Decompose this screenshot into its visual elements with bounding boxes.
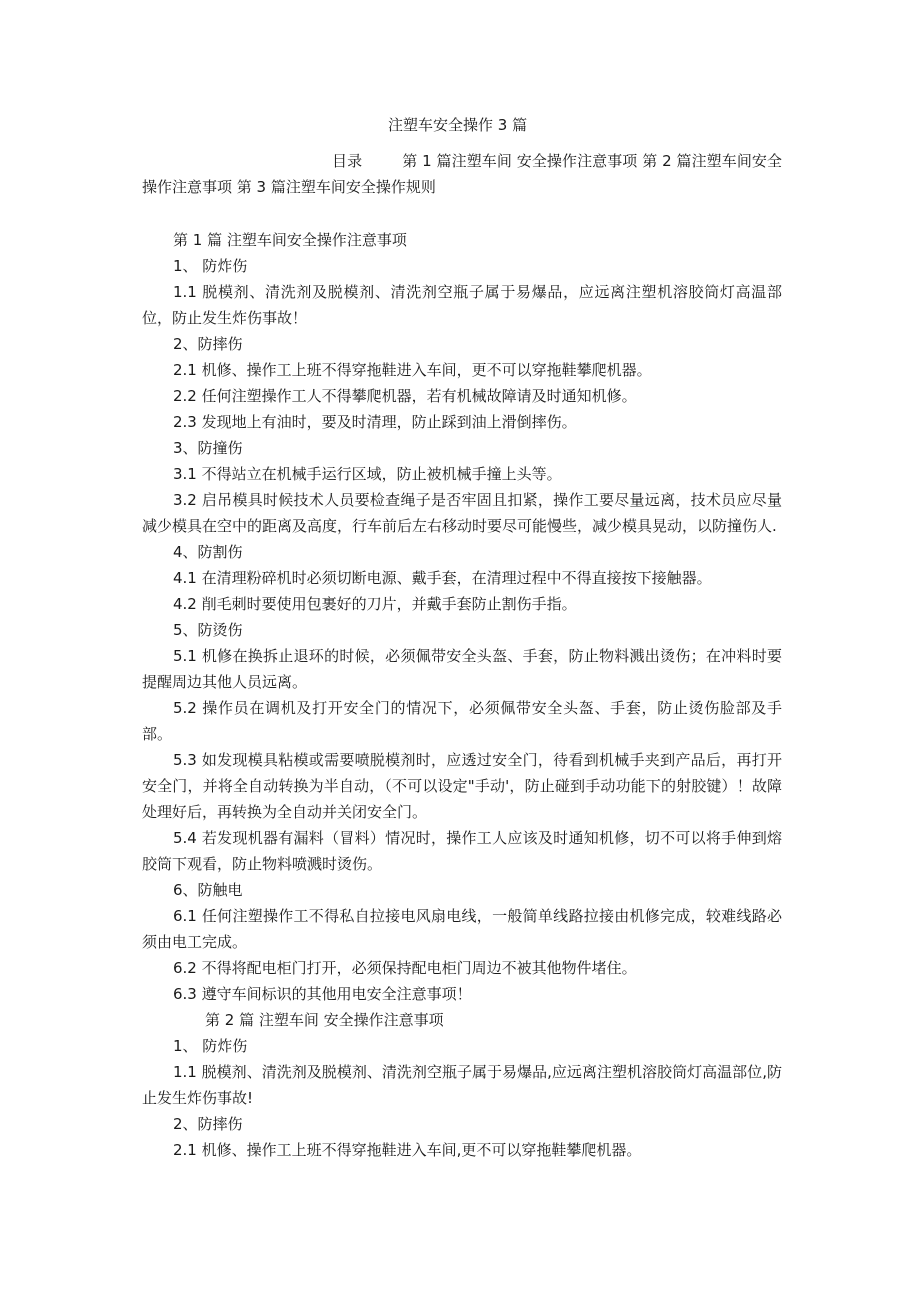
paragraph: 2.1 机修、操作工上班不得穿拖鞋进入车间,更不可以穿拖鞋攀爬机器。 (173, 1141, 642, 1159)
section-heading: 6、防触电 (173, 881, 243, 899)
section-heading: 5、防烫伤 (173, 621, 243, 639)
paragraph: 1.1 脱模剂、清洗剂及脱模剂、清洗剂空瓶子属于易爆品,应远离注塑机溶胶筒灯高温部位,防止发生炸伤事故! (142, 1063, 782, 1107)
paragraph: 3.1 不得站立在机械手运行区域，防止被机械手撞上头等。 (173, 465, 562, 483)
section-heading: 1、 防炸伤 (173, 1037, 248, 1055)
toc-label: 目录 (332, 152, 363, 170)
paragraph: 2.3 发现地上有油时，要及时清理，防止踩到油上滑倒摔伤。 (173, 413, 577, 431)
part-heading: 第 1 篇 注塑车间安全操作注意事项 (173, 231, 407, 249)
paragraph: 6.3 遵守车间标识的其他用电安全注意事项！ (173, 985, 472, 1003)
section-heading: 1、 防炸伤 (173, 257, 248, 275)
section-heading: 3、防撞伤 (173, 439, 243, 457)
section-heading: 2、防摔伤 (173, 335, 243, 353)
toc-entries: 第 1 篇注塑车间 安全操作注意事项 第 2 篇注塑车间安全操作注意事项 第 3 篇注塑车间安全操作规则 (142, 152, 782, 196)
paragraph: 1.1 脱模剂、清洗剂及脱模剂、清洗剂空瓶子属于易爆品，应远离注塑机溶胶筒灯高温部位，防止发生炸伤事故！ (142, 283, 782, 327)
paragraph: 4.2 削毛刺时要使用包裹好的刀片，并戴手套防止割伤手指。 (173, 595, 577, 613)
paragraph: 2.2 任何注塑操作工人不得攀爬机器，若有机械故障请及时通知机修。 (173, 387, 637, 405)
paragraph: 5.4 若发现机器有漏料（冒料）情况时，操作工人应该及时通知机修，切不可以将手伸到熔胶筒下观看，防止物料喷溅时烫伤。 (142, 829, 782, 873)
paragraph: 5.2 操作员在调机及打开安全门的情况下，必须佩带安全头盔、手套，防止烫伤脸部及手部。 (142, 699, 782, 743)
document-title: 注塑车安全操作 3 篇 (388, 116, 528, 134)
part-heading: 第 2 篇 注塑车间 安全操作注意事项 (205, 1011, 444, 1029)
table-of-contents (142, 148, 782, 200)
paragraph: 6.2 不得将配电柜门打开，必须保持配电柜门周边不被其他物件堵住。 (173, 959, 637, 977)
section-heading: 4、防割伤 (173, 543, 243, 561)
paragraph: 4.1 在清理粉碎机时必须切断电源、戴手套，在清理过程中不得直接按下接触器。 (173, 569, 712, 587)
paragraph: 5.1 机修在换拆止退环的时候，必须佩带安全头盔、手套，防止物料溅出烫伤；在冲料时要提醒周边其他人员远离。 (142, 647, 782, 691)
paragraph: 3.2 启吊模具时候技术人员要检查绳子是否牢固且扣紧，操作工要尽量远离，技术员应尽量减少模具在空中的距离及高度，行车前后左右移动时要尽可能慢些，减少模具晃动，以防撞伤人. (142, 491, 782, 535)
paragraph: 5.3 如发现模具粘模或需要喷脱模剂时，应透过安全门，待看到机械手夹到产品后，再打开安全门，并将全自动转换为半自动，（不可以设定"手动'，防止碰到手动功能下的射胶键）！故障处理好后，再转换为全自动并关闭安全门。 (142, 751, 782, 821)
paragraph: 2.1 机修、操作工上班不得穿拖鞋进入车间，更不可以穿拖鞋攀爬机器。 (173, 361, 652, 379)
document-page (142, 112, 782, 1163)
section-heading: 2、防摔伤 (173, 1115, 243, 1133)
paragraph: 6.1 任何注塑操作工不得私自拉接电风扇电线，一般简单线路拉接由机修完成，较难线路必须由电工完成。 (142, 907, 782, 951)
